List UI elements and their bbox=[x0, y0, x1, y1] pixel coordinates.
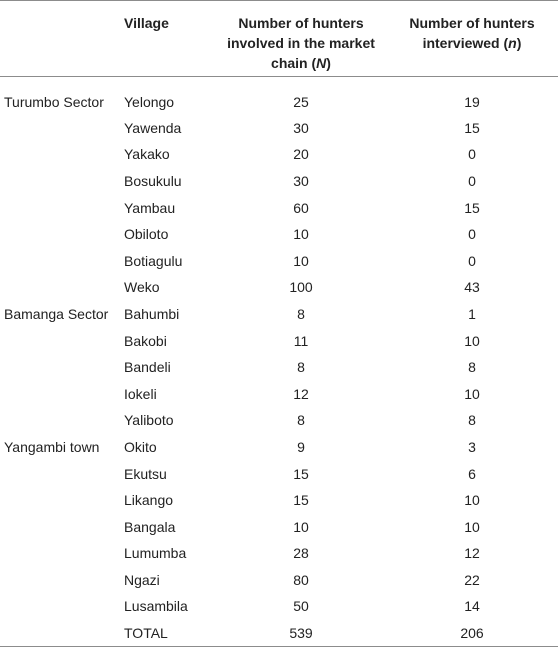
sector-cell: Yangambi town bbox=[4, 438, 100, 455]
market-chain-count-cell: 25 bbox=[293, 93, 309, 110]
market-chain-count-cell: 50 bbox=[293, 598, 309, 615]
market-chain-count-cell: 8 bbox=[297, 359, 305, 376]
sector-cell bbox=[0, 274, 118, 301]
market-chain-count-cell: 12 bbox=[293, 385, 309, 402]
table-row bbox=[0, 247, 558, 274]
market-chain-count-cell: 11 bbox=[293, 332, 309, 349]
table-row bbox=[0, 487, 558, 514]
village-cell: Iokeli bbox=[124, 385, 157, 402]
table-row bbox=[0, 593, 558, 620]
sector-cell: Turumbo Sector bbox=[4, 93, 104, 110]
table-row bbox=[0, 567, 558, 594]
market-chain-count-cell: 9 bbox=[297, 438, 305, 455]
market-chain-count-cell: 8 bbox=[297, 305, 305, 322]
sector-cell bbox=[0, 327, 118, 354]
market-chain-count-cell: 20 bbox=[293, 146, 309, 163]
interviewed-count-cell: 3 bbox=[468, 438, 476, 455]
table-row bbox=[0, 274, 558, 301]
header-hunters-interviewed-text: Number of hunters interviewed ( bbox=[409, 15, 535, 51]
village-cell: Yaliboto bbox=[124, 412, 174, 429]
interviewed-count-cell: 0 bbox=[468, 226, 476, 243]
interviewed-count-cell: 10 bbox=[464, 332, 480, 349]
table-row bbox=[0, 460, 558, 487]
market-chain-count-cell: 10 bbox=[293, 518, 309, 535]
interviewed-count-cell: 12 bbox=[464, 545, 480, 562]
market-chain-count-cell: 30 bbox=[293, 172, 309, 189]
table-row bbox=[0, 168, 558, 195]
table-body bbox=[0, 77, 558, 647]
sector-cell bbox=[0, 247, 118, 274]
market-chain-count-cell: 80 bbox=[293, 571, 309, 588]
market-chain-count-cell: 28 bbox=[293, 545, 309, 562]
table-row bbox=[0, 380, 558, 407]
table-row bbox=[0, 513, 558, 540]
village-cell: Yawenda bbox=[124, 119, 182, 136]
village-cell: Ngazi bbox=[124, 571, 160, 588]
sector-cell bbox=[0, 567, 118, 594]
interviewed-count-cell: 10 bbox=[464, 492, 480, 509]
sector-cell bbox=[0, 513, 118, 540]
village-cell: Bakobi bbox=[124, 332, 167, 349]
village-cell: Likango bbox=[124, 492, 174, 509]
sector-cell bbox=[0, 620, 118, 647]
sector-cell bbox=[0, 221, 118, 248]
table-header bbox=[0, 1, 558, 77]
village-cell: Okito bbox=[124, 438, 157, 455]
sector-cell bbox=[0, 141, 118, 168]
interviewed-count-cell: 43 bbox=[464, 279, 480, 296]
table-row bbox=[0, 141, 558, 168]
village-cell: Yakako bbox=[124, 146, 170, 163]
interviewed-count-cell: 15 bbox=[464, 199, 480, 216]
market-chain-count-cell: 539 bbox=[216, 620, 386, 647]
interviewed-count-cell: 0 bbox=[468, 252, 476, 269]
header-sector bbox=[0, 1, 118, 77]
market-chain-count-cell: 100 bbox=[289, 279, 313, 296]
village-cell: Yelongo bbox=[124, 93, 175, 110]
sector-cell bbox=[0, 540, 118, 567]
header-row bbox=[0, 1, 558, 77]
table-row bbox=[0, 620, 558, 647]
village-cell: Obiloto bbox=[124, 226, 169, 243]
table-row bbox=[0, 327, 558, 354]
interviewed-count-cell: 6 bbox=[468, 465, 476, 482]
sector-cell bbox=[0, 407, 118, 434]
table-row bbox=[0, 407, 558, 434]
header-hunters-market-chain-text: Number of hunters involved in the market chain ( bbox=[227, 15, 375, 71]
interviewed-count-cell: 1 bbox=[468, 305, 476, 322]
table-row bbox=[0, 301, 558, 328]
header-hunters-market-chain-close: ) bbox=[326, 55, 331, 71]
village-cell: Weko bbox=[124, 279, 160, 296]
market-chain-count-cell: 8 bbox=[297, 412, 305, 429]
market-chain-count-cell: 10 bbox=[293, 252, 309, 269]
table-row bbox=[0, 194, 558, 221]
sector-cell bbox=[0, 168, 118, 195]
table-row bbox=[0, 115, 558, 142]
village-cell: TOTAL bbox=[118, 620, 216, 647]
table-row bbox=[0, 434, 558, 461]
village-cell: Lumumba bbox=[124, 545, 187, 562]
village-cell: Bandeli bbox=[124, 359, 171, 376]
market-chain-count-cell: 60 bbox=[293, 199, 309, 216]
interviewed-count-cell: 19 bbox=[464, 93, 480, 110]
sector-cell bbox=[0, 115, 118, 142]
header-village: Village bbox=[118, 1, 216, 77]
table-row bbox=[0, 221, 558, 248]
village-cell: Bosukulu bbox=[124, 172, 182, 189]
interviewed-count-cell: 8 bbox=[468, 359, 476, 376]
village-cell: Bahumbi bbox=[124, 305, 180, 322]
interviewed-count-cell: 0 bbox=[468, 146, 476, 163]
header-hunters-interviewed bbox=[386, 1, 558, 77]
sector-cell bbox=[0, 460, 118, 487]
village-cell: Lusambila bbox=[124, 598, 188, 615]
village-cell: Yambau bbox=[124, 199, 176, 216]
interviewed-count-cell: 0 bbox=[468, 172, 476, 189]
table-row bbox=[0, 354, 558, 381]
table-row bbox=[0, 540, 558, 567]
sector-cell bbox=[0, 380, 118, 407]
interviewed-count-cell: 15 bbox=[464, 119, 480, 136]
sector-cell bbox=[0, 487, 118, 514]
sector-cell: Bamanga Sector bbox=[4, 305, 109, 322]
village-cell: Bangala bbox=[124, 518, 176, 535]
interviewed-count-cell: 10 bbox=[464, 518, 480, 535]
header-var-n: n bbox=[508, 35, 517, 51]
interviewed-count-cell: 10 bbox=[464, 385, 480, 402]
village-cell: Ekutsu bbox=[124, 465, 167, 482]
market-chain-count-cell: 30 bbox=[293, 119, 309, 136]
village-cell: Botiagulu bbox=[124, 252, 183, 269]
header-hunters-market-chain bbox=[216, 1, 386, 77]
market-chain-count-cell: 15 bbox=[293, 492, 309, 509]
market-chain-count-cell: 15 bbox=[293, 465, 309, 482]
interviewed-count-cell: 22 bbox=[464, 571, 480, 588]
sector-cell bbox=[0, 194, 118, 221]
interviewed-count-cell: 8 bbox=[468, 412, 476, 429]
interviewed-count-cell: 206 bbox=[386, 620, 558, 647]
interviewed-count-cell: 14 bbox=[464, 598, 480, 615]
market-chain-count-cell: 10 bbox=[293, 226, 309, 243]
header-hunters-interviewed-close: ) bbox=[516, 35, 522, 51]
sector-cell bbox=[0, 593, 118, 620]
sector-cell bbox=[0, 354, 118, 381]
table-row bbox=[0, 77, 558, 115]
header-var-N: N bbox=[316, 55, 327, 71]
